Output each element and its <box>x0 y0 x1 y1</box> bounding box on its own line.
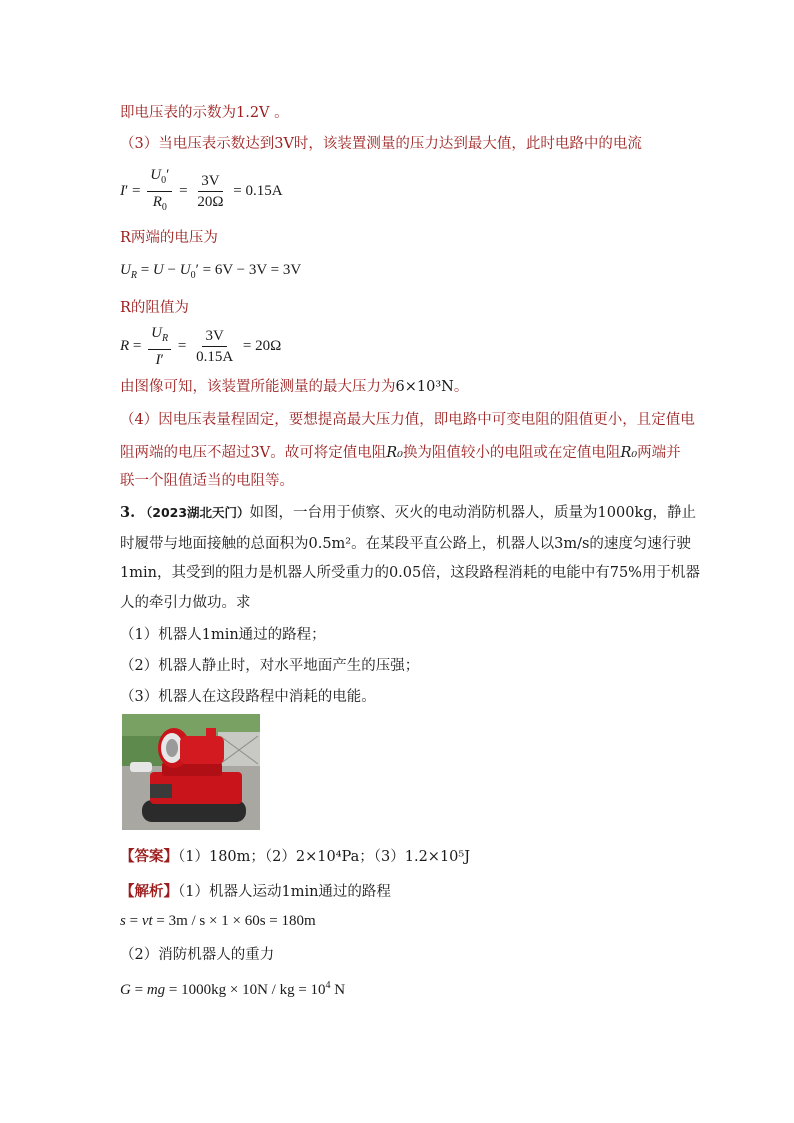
question-3-line: 1min，其受到的阻力是机器人所受重力的0.05倍，这段路程消耗的电能中有75%用于机器 <box>120 565 700 581</box>
formula-gravity: G = mg = 1000kg × 10N / kg = $10^4$ N <box>120 980 346 998</box>
text-line: （4）因电压表量程固定，要想提高最大压力值，即电路中可变电阻的阻值更小，且定值电 <box>120 412 695 428</box>
question-3-line: 人的牵引力做功。求 <box>120 595 251 611</box>
sub-question-1: （1）机器人1min通过的路程； <box>120 627 326 643</box>
sub-question-2: （2）机器人静止时，对水平地面产生的压强； <box>120 658 420 674</box>
text-line: 联一个阻值适当的电阻等。 <box>120 473 294 489</box>
fire-robot-illustration <box>122 714 260 830</box>
text-line: R的阻值为 <box>120 300 189 316</box>
formula-distance: s = vt = 3m / s × 1 × 60s = 180m <box>120 913 316 929</box>
formula-resistance: R = $\frac{U_R}{I'}$ = $\frac{3V}{0.15A}$ = 20Ω <box>120 325 282 368</box>
sub-question-3: （3）机器人在这段路程中消耗的电能。 <box>120 689 376 705</box>
text-line: 阻两端的电压不超过3V。故可将定值电阻R₀换为阻值较小的电阻或在定值电阻R₀两端并 <box>120 445 681 461</box>
text-line: R两端的电压为 <box>120 230 218 246</box>
formula-current: I′ = $\frac{U_0'}{R_0}$ = $\frac{3V}{20\Omega}$ = 0.15A <box>120 167 283 213</box>
text-line: （3）当电压表示数达到3V时，该装置测量的压力达到最大值，此时电路中的电流 <box>120 136 642 152</box>
question-3-line: 3. （2023湖北天门）如图，一台用于侦察、灭火的电动消防机器人，质量为1000kg，静止 <box>120 504 697 521</box>
answer-line: 【答案】（1）180m；（2）2×10⁴Pa；（3）1.2×10⁵J <box>120 849 471 865</box>
analysis-line: （2）消防机器人的重力 <box>120 947 275 963</box>
analysis-line: 【解析】（1）机器人运动1min通过的路程 <box>120 884 391 900</box>
question-3-line: 时履带与地面接触的总面积为0.5m²。在某段平直公路上，机器人以3m/s的速度匀速行驶 <box>120 536 691 552</box>
text-line: 由图像可知，该装置所能测量的最大压力为6×10³N。 <box>120 379 469 395</box>
fire-robot-photo <box>122 714 260 830</box>
text-line: 即电压表的示数为1.2V 。 <box>120 105 289 121</box>
formula-voltage: $U_R = U - U_0' = 6V - 3V = 3V$ <box>120 262 302 281</box>
